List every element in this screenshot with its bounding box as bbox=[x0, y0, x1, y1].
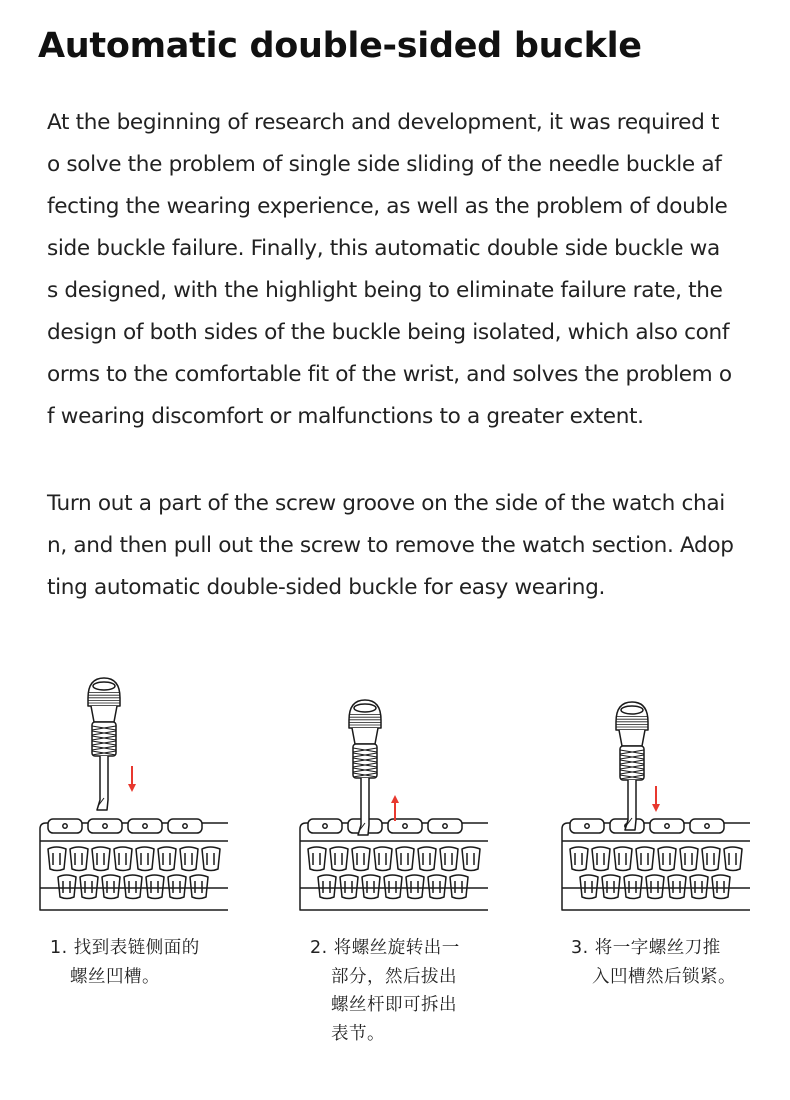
paragraph-line: side buckle failure. Finally, this automatic double side buckle wa bbox=[47, 236, 720, 261]
link-segment bbox=[308, 847, 326, 871]
link-top bbox=[650, 819, 684, 833]
link-segment bbox=[580, 875, 598, 899]
link-segment bbox=[428, 875, 446, 899]
link-segment bbox=[602, 875, 620, 899]
paragraph-line: s designed, with the highlight being to eliminate failure rate, the bbox=[47, 278, 723, 303]
link-segment bbox=[624, 875, 642, 899]
link-top bbox=[128, 819, 162, 833]
link-top bbox=[388, 819, 422, 833]
link-segment bbox=[450, 875, 468, 899]
link-segment bbox=[352, 847, 370, 871]
link-top bbox=[88, 819, 122, 833]
link-top bbox=[428, 819, 462, 833]
link-segment bbox=[180, 847, 198, 871]
screwdriver-bracelet-diagram bbox=[298, 660, 538, 920]
intro-paragraph bbox=[47, 102, 782, 438]
bracelet-outline bbox=[40, 823, 228, 910]
arrow-up-icon bbox=[391, 795, 399, 821]
link-segment bbox=[92, 847, 110, 871]
caption-line: 部分，然后拔出 bbox=[331, 966, 457, 987]
link-segment bbox=[70, 847, 88, 871]
link-segment bbox=[658, 847, 676, 871]
link-segment bbox=[636, 847, 654, 871]
link-segment bbox=[614, 847, 632, 871]
paragraph-line: o solve the problem of single side sliding of the needle buckle af bbox=[47, 152, 722, 177]
arrow-down-icon bbox=[128, 766, 136, 792]
link-segment bbox=[102, 875, 120, 899]
paragraph-line: At the beginning of research and development, it was required t bbox=[47, 110, 720, 135]
step-2-illustration bbox=[298, 660, 538, 920]
caption-line: 螺丝杆即可拆出 bbox=[331, 995, 457, 1015]
link-segment bbox=[646, 875, 664, 899]
link-segment bbox=[690, 875, 708, 899]
link-segment bbox=[146, 875, 164, 899]
paragraph-line: fecting the wearing experience, as well as the problem of double bbox=[47, 194, 728, 219]
screwdriver-shaft bbox=[625, 780, 636, 830]
link-segment bbox=[592, 847, 610, 871]
link-segment bbox=[58, 875, 76, 899]
link-segment bbox=[330, 847, 348, 871]
paragraph-line: ting automatic double-sided buckle for easy wearing. bbox=[47, 575, 605, 600]
instruction-paragraph bbox=[47, 483, 782, 609]
paragraph-line: design of both sides of the buckle being isolated, which also conf bbox=[47, 320, 730, 345]
paragraph-line: Turn out a part of the screw groove on the side of the watch chai bbox=[47, 491, 725, 516]
link-segment bbox=[190, 875, 208, 899]
bracelet-outline bbox=[300, 823, 488, 910]
bracelet-outline bbox=[562, 823, 750, 910]
screwdriver-neck bbox=[619, 730, 645, 746]
link-segment bbox=[406, 875, 424, 899]
page-title: Automatic double-sided buckle bbox=[38, 26, 642, 66]
screwdriver-shaft bbox=[97, 756, 108, 810]
link-segment bbox=[668, 875, 686, 899]
link-top bbox=[570, 819, 604, 833]
link-segment bbox=[114, 847, 132, 871]
paragraph-line: n, and then pull out the screw to remove the watch section. Adop bbox=[47, 533, 734, 558]
caption-line: 入凹槽然后锁紧。 bbox=[592, 966, 736, 987]
link-segment bbox=[396, 847, 414, 871]
caption-line: 2. 将螺丝旋转出一 bbox=[310, 938, 460, 958]
link-segment bbox=[724, 847, 742, 871]
link-top bbox=[168, 819, 202, 833]
link-segment bbox=[202, 847, 220, 871]
step-2-caption bbox=[310, 934, 460, 1048]
paragraph-line: orms to the comfortable fit of the wrist, and solves the problem o bbox=[47, 362, 732, 387]
caption-line: 螺丝凹槽。 bbox=[70, 966, 160, 987]
link-top bbox=[308, 819, 342, 833]
link-segment bbox=[462, 847, 480, 871]
line-art bbox=[40, 678, 228, 910]
link-segment bbox=[440, 847, 458, 871]
caption-line: 3. 将一字螺丝刀推 bbox=[571, 938, 721, 958]
screwdriver-neck bbox=[91, 706, 117, 722]
caption-line: 1. 找到表链侧面的 bbox=[50, 938, 200, 958]
step-3-caption bbox=[571, 934, 736, 991]
link-segment bbox=[158, 847, 176, 871]
link-segment bbox=[702, 847, 720, 871]
arrow-down-icon bbox=[652, 786, 660, 812]
link-segment bbox=[384, 875, 402, 899]
screwdriver-bracelet-diagram bbox=[560, 660, 790, 920]
caption-line: 表节。 bbox=[331, 1023, 385, 1044]
link-segment bbox=[80, 875, 98, 899]
link-segment bbox=[48, 847, 66, 871]
link-segment bbox=[136, 847, 154, 871]
link-segment bbox=[712, 875, 730, 899]
link-segment bbox=[374, 847, 392, 871]
screwdriver-neck bbox=[352, 728, 378, 744]
screwdriver-bracelet-diagram bbox=[38, 660, 278, 920]
link-segment bbox=[124, 875, 142, 899]
paragraph-line: f wearing discomfort or malfunctions to a greater extent. bbox=[47, 404, 644, 429]
link-segment bbox=[418, 847, 436, 871]
link-segment bbox=[340, 875, 358, 899]
link-segment bbox=[362, 875, 380, 899]
link-segment bbox=[168, 875, 186, 899]
step-1-caption bbox=[50, 934, 200, 991]
step-3-illustration bbox=[560, 660, 790, 920]
step-1-illustration bbox=[38, 660, 278, 920]
link-segment bbox=[570, 847, 588, 871]
link-top bbox=[48, 819, 82, 833]
link-segment bbox=[318, 875, 336, 899]
link-segment bbox=[680, 847, 698, 871]
link-top bbox=[690, 819, 724, 833]
